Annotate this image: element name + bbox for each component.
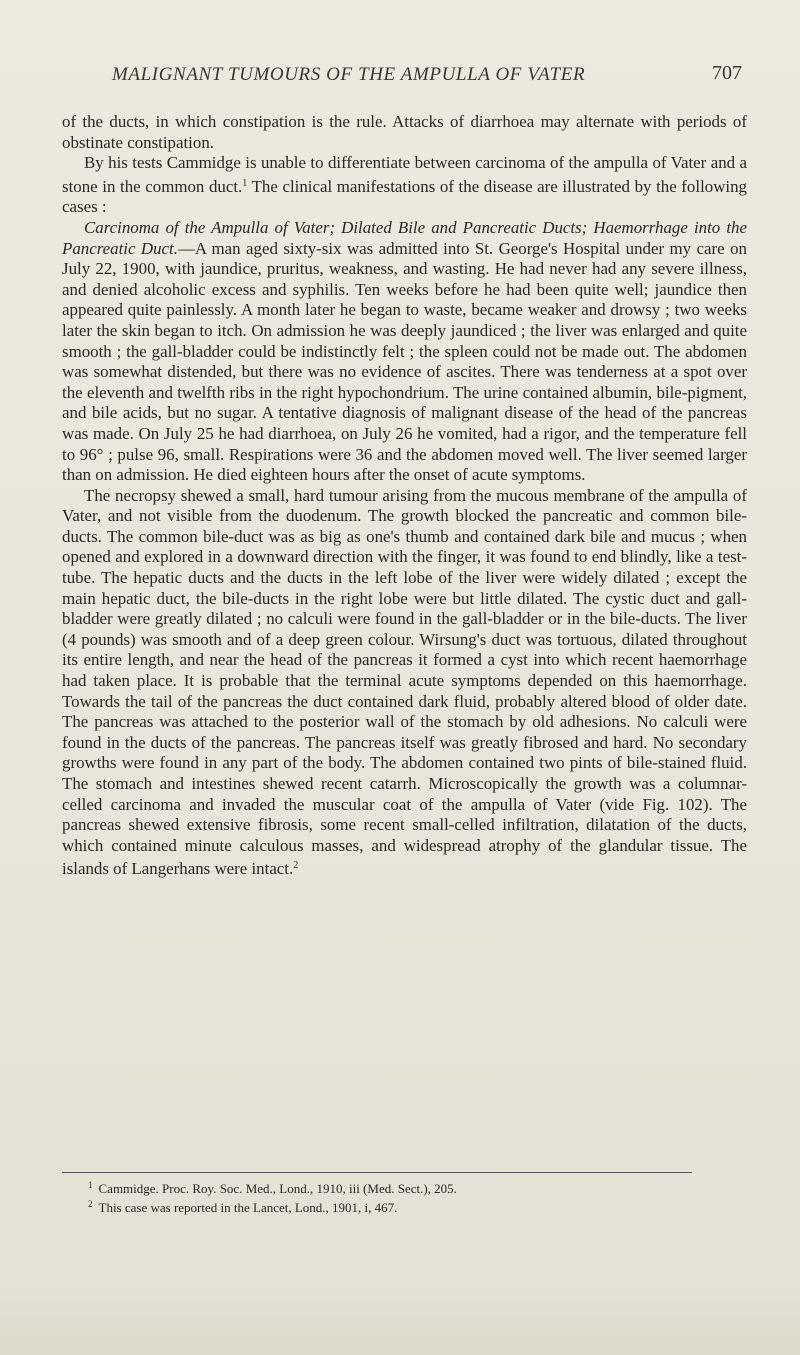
page-number: 707 — [712, 62, 742, 84]
paragraph-cammidge — [62, 153, 747, 218]
paragraph-text: The clinical manifestations of the disease are illustrated by the following cases : — [62, 176, 747, 217]
footnote-text: This case was reported in the Lancet, Lond., 1901, i, 467. — [98, 1199, 398, 1215]
paragraph-continuation: of the ducts, in which constipation is the rule. Attacks of diarrhoea may alternate with periods of obstinate constipation. — [62, 112, 747, 152]
footnote-text: Cammidge. Proc. Roy. Soc. Med., Lond., 1910, iii (Med. Sect.), 205. — [98, 1181, 457, 1196]
footnote-mark: 1 — [88, 1180, 93, 1190]
footnotes — [88, 1178, 728, 1215]
case-heading: Carcinoma of the Ampulla of Vater; Dilated Bile and Pancreatic Ducts; Haemorrhage into the Pancreatic Duct. — [62, 217, 747, 258]
paragraph-text: By his tests Cammidge is unable to differentiate between carcinoma of the ampulla of Vater and a stone in the common duct. — [62, 153, 747, 196]
footnote-ref[interactable]: 2 — [293, 860, 299, 872]
running-title: MALIGNANT TUMOURS OF THE AMPULLA OF VATER — [112, 64, 586, 85]
footnote — [88, 1197, 728, 1216]
necropsy-paragraph — [62, 486, 747, 880]
body-text — [62, 112, 747, 880]
footnote — [88, 1178, 728, 1197]
footnote-mark: 2 — [88, 1198, 93, 1209]
necropsy-text: The necropsy shewed a small, hard tumour arising from the mucous membrane of the ampulla of Vater, and not visible from the duodenum. The growth blocked the pancreatic and common bile-ducts. The common bile-duct was as big as one's thumb and contained dark bile and mucus ; when opened and explored in a downward direction with the finger, it was found to end blindly, like a test-tube. The hepatic ducts and the ducts in the left lobe of the liver were widely dilated ; except the main hepatic duct, the bile-ducts in the right lobe were but little dilated. The cystic duct and gall-bladder were greatly dilated ; no calculi were found in the gall-bladder or in the bile-ducts. The liver (4 pounds) was smooth and of a deep green colour. Wirsung's duct was tortuous, dilated throughout its entire length, and near the head of the pancreas it formed a cyst into which recent haemorrhage had taken place. It is probable that the terminal acute symptoms depended on this haemorrhage. Towards the tail of the pancreas the duct contained dark fluid, probably altered blood of older date. The pancreas was attached to the posterior wall of the stomach by old adhesions. No calculi were found in the ducts of the pancreas. The pancreas itself was greatly fibrosed and hard. No secondary growths were found in any part of the body. The abdomen contained two pints of bile-stained fluid. The stomach and intestines shewed recent catarrh. Microscopically the growth was a columnar-celled carcinoma and invaded the muscular coat of the ampulla of Vater (vide Fig. 102). The pancreas shewed extensive fibrosis, some recent small-celled infiltration, dilatation of the ducts, which contained minute calculous masses, and widespread atrophy of the glandular tissue. The islands of Langerhans were intact. — [62, 485, 747, 879]
footnote-divider — [62, 1172, 692, 1173]
page-edge-shadow — [0, 1290, 800, 1355]
case-report — [62, 218, 747, 486]
footnote-ref[interactable]: 1 — [242, 177, 248, 189]
case-text: —A man aged sixty-six was admitted into St. George's Hospital under my care on July 22, 1900, with jaundice, pruritus, weakness, and wasting. He had never had any severe illness, and denied alcoholic excess and syphilis. Ten weeks before he had been quite well; jaundice then appeared quite painlessly. A month later he began to waste, became weaker and drowsy ; two weeks later the skin began to itch. On admission he was deeply jaundiced ; the liver was enlarged and quite smooth ; the gall-bladder could be indistinctly felt ; the spleen could not be made out. The abdomen was somewhat distended, but there was no evidence of ascites. There was tenderness at a spot over the eleventh and twelfth ribs in the right hypochondrium. The urine contained albumin, bile-pigment, and bile acids, but no sugar. A tentative diagnosis of malignant disease of the head of the pancreas was made. On July 25 he had diarrhoea, on July 26 he vomited, had a rigor, and the temperature fell to 96° ; pulse 96, small. Respirations were 36 and the abdomen moved well. The liver seemed larger than on admission. He died eighteen hours after the onset of acute symptoms. — [62, 238, 747, 485]
